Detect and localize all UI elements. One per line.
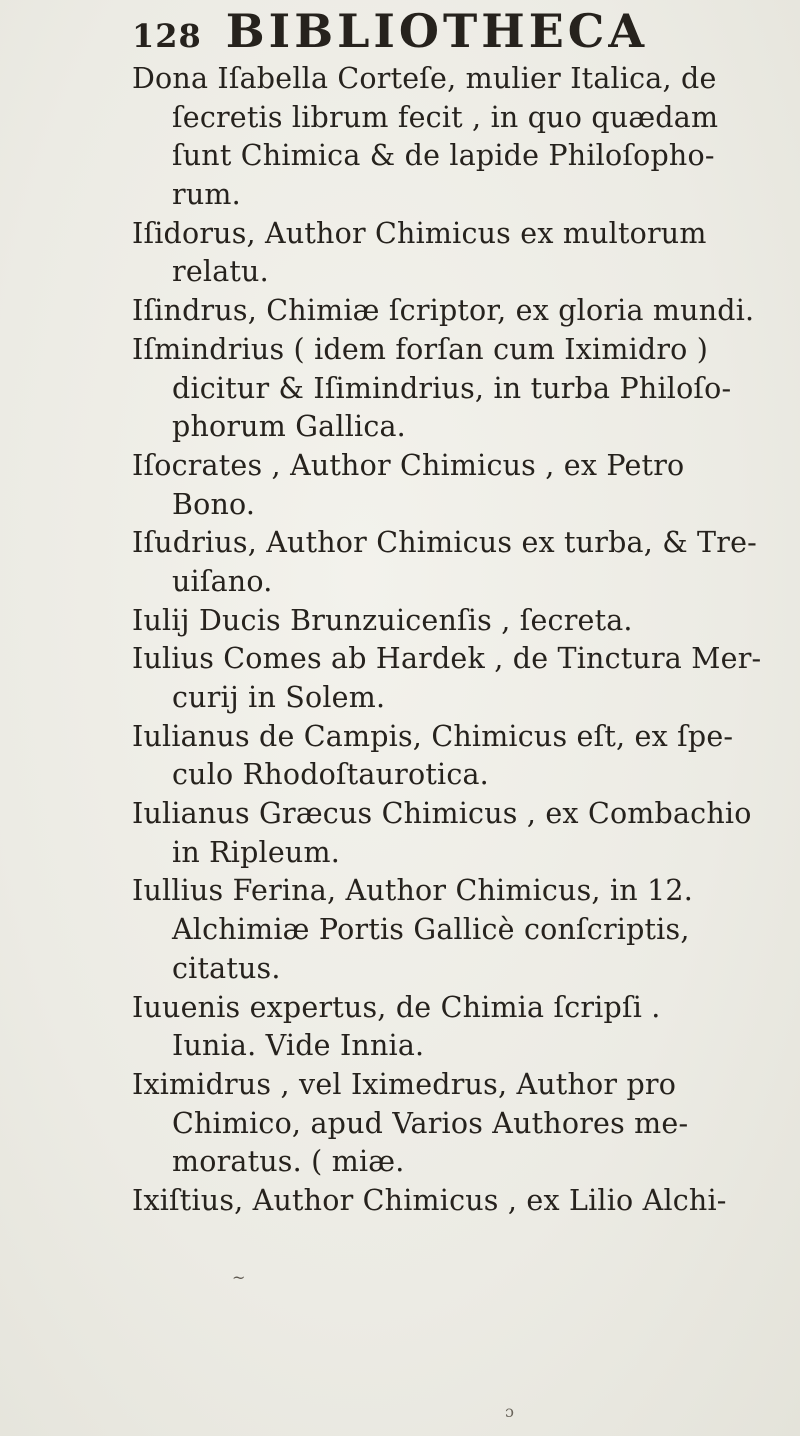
entry-continuation-line: Chimico, apud Varios Authores me- [172,1106,689,1140]
bibliography-entry [132,602,772,641]
entry-headline: Iuuenis expertus, de Chimia ſcripſi . [132,990,661,1024]
bibliography-entry [132,292,772,331]
entry-continuation-line: dicitur & Iſimindrius, in turba Philoſo- [172,371,732,405]
page-number: 128 [132,17,202,55]
entry-continuation-line: ſunt Chimica & de lapide Philoſopho- [172,139,715,173]
entry-headline: Iſudrius, Author Chimicus ex turba, & Tre- [132,526,757,560]
entry-continuation-line: moratus. ( miæ. [172,1145,405,1179]
entry-continuation-line: culo Rhodoſtaurotica. [172,758,489,792]
entry-headline: Iulianus de Campis, Chimicus eſt, ex ſpe- [132,719,734,753]
corner-mark: ɔ [505,1402,514,1421]
bibliography-entry [132,524,772,601]
page-header [132,4,732,64]
bibliography-entries [132,60,772,1221]
bibliography-entry [132,718,772,795]
entry-continuation-line: citatus. [172,951,281,985]
entry-continuation-line: Alchimiæ Portis Gallicè conſcriptis, [172,913,690,947]
entry-headline: Iulij Ducis Brunzuicenſis , ſecreta. [132,603,633,637]
bibliography-entry [132,640,772,717]
bibliography-entry [132,872,772,988]
bibliography-entry [132,331,772,447]
entry-continuation-line: relatu. [172,255,269,289]
entry-headline: Iulianus Græcus Chimicus , ex Combachio [132,797,752,831]
bibliography-entry [132,795,772,872]
bibliography-entry [132,1182,772,1221]
running-head: BIBLIOTHECA [225,4,649,58]
entry-headline: Iulius Comes ab Hardek , de Tinctura Mer- [132,642,762,676]
bibliography-entry [132,989,772,1066]
entry-headline: Iullius Ferina, Author Chimicus, in 12. [132,874,694,908]
bibliography-entry [132,215,772,292]
bibliography-entry [132,1066,772,1182]
entry-continuation-line: rum. [172,178,241,212]
entry-headline: Iſindrus, Chimiæ ſcriptor, ex gloria mundi. [132,294,755,328]
entry-headline: Iximidrus , vel Iximedrus, Author pro [132,1067,677,1101]
entry-headline: Iſidorus, Author Chimicus ex multorum [132,216,707,250]
ink-mark: ~ [232,1268,246,1287]
entry-continuation-line: ſecretis librum fecit , in quo quædam [172,100,719,134]
entry-continuation-line: uiſano. [172,564,273,598]
entry-headline: Iſmindrius ( idem forſan cum Iximidro ) [132,332,709,366]
bibliography-entry [132,447,772,524]
entry-continuation-line: phorum Gallica. [172,410,406,444]
entry-headline: Iſocrates , Author Chimicus , ex Petro [132,448,685,482]
entry-headline: Ixiſtius, Author Chimicus , ex Lilio Alchi- [132,1183,727,1217]
entry-continuation-line: Iunia. Vide Innia. [172,1029,425,1063]
entry-continuation-line: in Ripleum. [172,835,340,869]
entry-headline: Dona Iſabella Corteſe, mulier Italica, de [132,62,717,95]
entry-continuation-line: Bono. [172,487,256,521]
entry-continuation-line: curij in Solem. [172,681,386,714]
bibliography-entry [132,60,772,215]
